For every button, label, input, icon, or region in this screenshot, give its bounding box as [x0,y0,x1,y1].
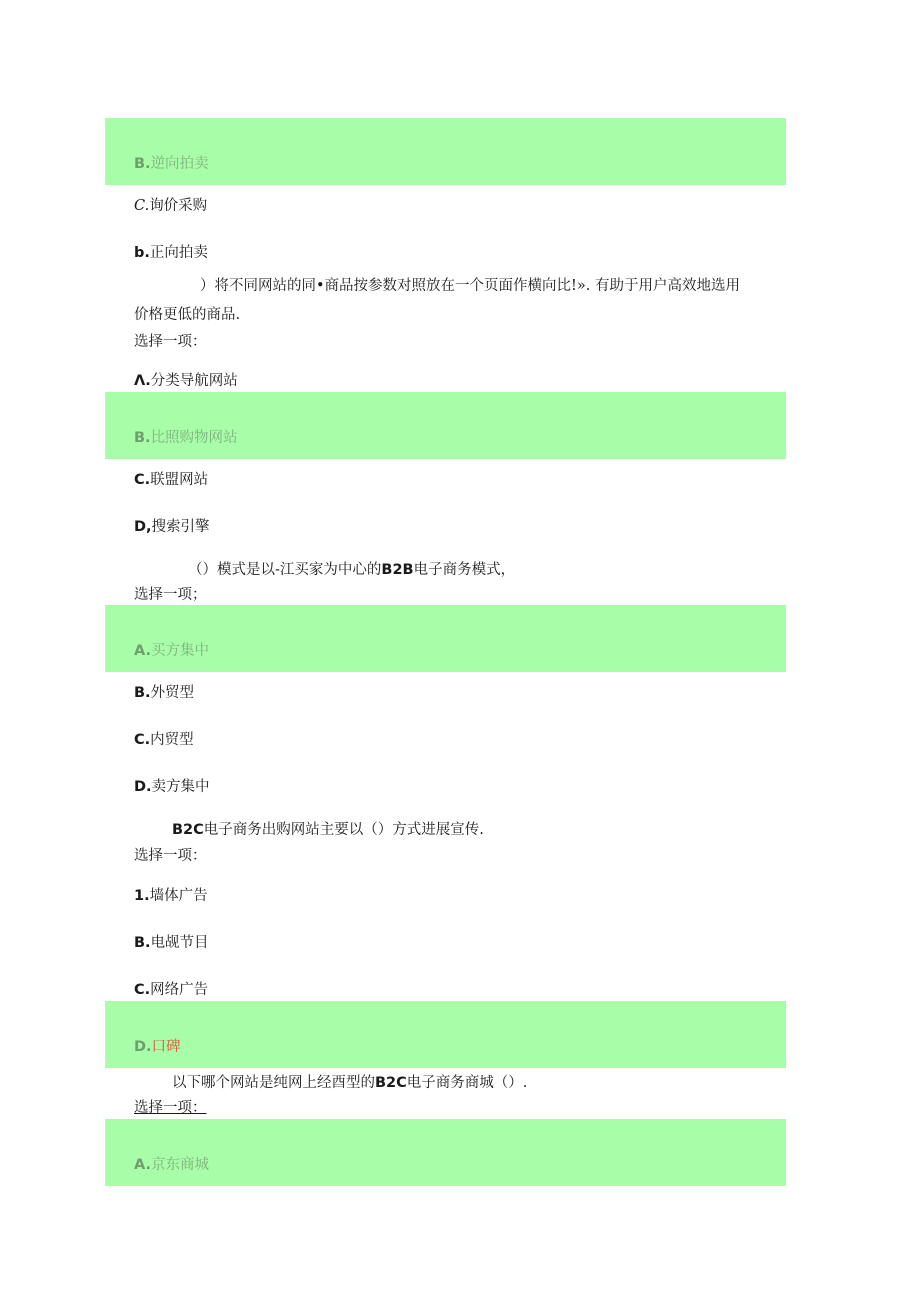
option-text: 卖方集中 [151,779,210,795]
option-d[interactable] [134,518,210,536]
choose-prompt: 选择一项： [134,848,207,864]
option-label: B. [134,685,151,701]
option-b[interactable] [134,934,209,952]
choose-prompt: 选择一项； [134,587,207,603]
option-label: D. [134,779,152,795]
option-label: D. [134,1039,152,1055]
selected-option-highlight [105,392,786,459]
option-d[interactable] [134,778,210,796]
question-text-cont: 价格更低的商品. [134,307,241,323]
option-b[interactable] [134,155,209,173]
option-c[interactable] [134,981,208,999]
option-label: 1. [134,888,150,904]
option-text: 电觇节目 [150,935,209,951]
option-text: 京东商城 [151,1157,209,1173]
question-part: 电子商务商城（）. [406,1075,528,1091]
selected-option-highlight [105,1119,786,1186]
option-text: 逆向拍卖 [150,156,209,172]
option-c[interactable] [134,731,194,749]
option-label: C. [134,198,150,214]
option-text: 分类导航网站 [150,373,238,389]
option-text: 网络广告 [150,982,209,998]
option-a[interactable] [134,887,208,905]
choose-prompt-text: 选择一项： [134,1100,207,1116]
selected-option-highlight [105,118,786,185]
question-part: B2B [381,562,414,578]
option-text: 询价采购 [149,198,208,214]
question-text [188,561,515,579]
selected-option-highlight [105,1001,786,1068]
option-d[interactable] [134,1038,181,1056]
option-text: 比照购物网站 [150,430,238,446]
option-text: 内贸型 [150,732,194,748]
option-text: 联盟网站 [150,472,209,488]
question-text [172,821,484,839]
option-label: B. [134,430,151,446]
option-c[interactable] [134,197,207,215]
option-text: 外贸型 [150,685,195,701]
option-label: C. [134,732,151,748]
option-b2[interactable] [134,244,208,262]
option-label: A. [134,1157,151,1173]
option-c[interactable] [134,471,208,489]
option-b[interactable] [134,429,238,447]
option-text: 买方集中 [151,643,209,659]
question-text: ）将不同网站的同•商品按参数对照放在一个页面作横向比!». 有助于用户高效地选用 [200,278,740,294]
choose-prompt: 选择一项： [134,334,207,350]
option-text: 搜索引擎 [151,519,210,535]
question-part: 以下哪个网站是纯网上经酉型的 [172,1075,375,1091]
question-text [172,1074,527,1092]
option-text: 墙体广告 [149,888,208,904]
option-label: C. [134,472,151,488]
option-text: 口碑 [151,1039,181,1055]
question-part: 电子商务模式， [413,562,516,578]
selected-option-highlight [105,605,786,672]
option-label: A. [134,643,151,659]
question-part: （）模式是以-江买家为中心的 [188,562,382,578]
option-text: 正向拍卖 [149,245,208,261]
option-b[interactable] [134,684,194,702]
option-a[interactable] [134,372,238,390]
option-a[interactable] [134,642,209,660]
option-label: C. [134,982,151,998]
question-part: 电子商务出购网站主要以（）方式进展宣传. [203,822,484,838]
option-label: b. [134,245,150,261]
option-label: B. [134,156,151,172]
question-part: B2C [375,1075,407,1091]
option-a[interactable] [134,1156,209,1174]
choose-prompt [134,1099,207,1117]
option-label: Λ. [134,373,151,389]
option-label: D, [134,519,152,535]
question-part: B2C [172,822,204,838]
option-label: B. [134,935,151,951]
